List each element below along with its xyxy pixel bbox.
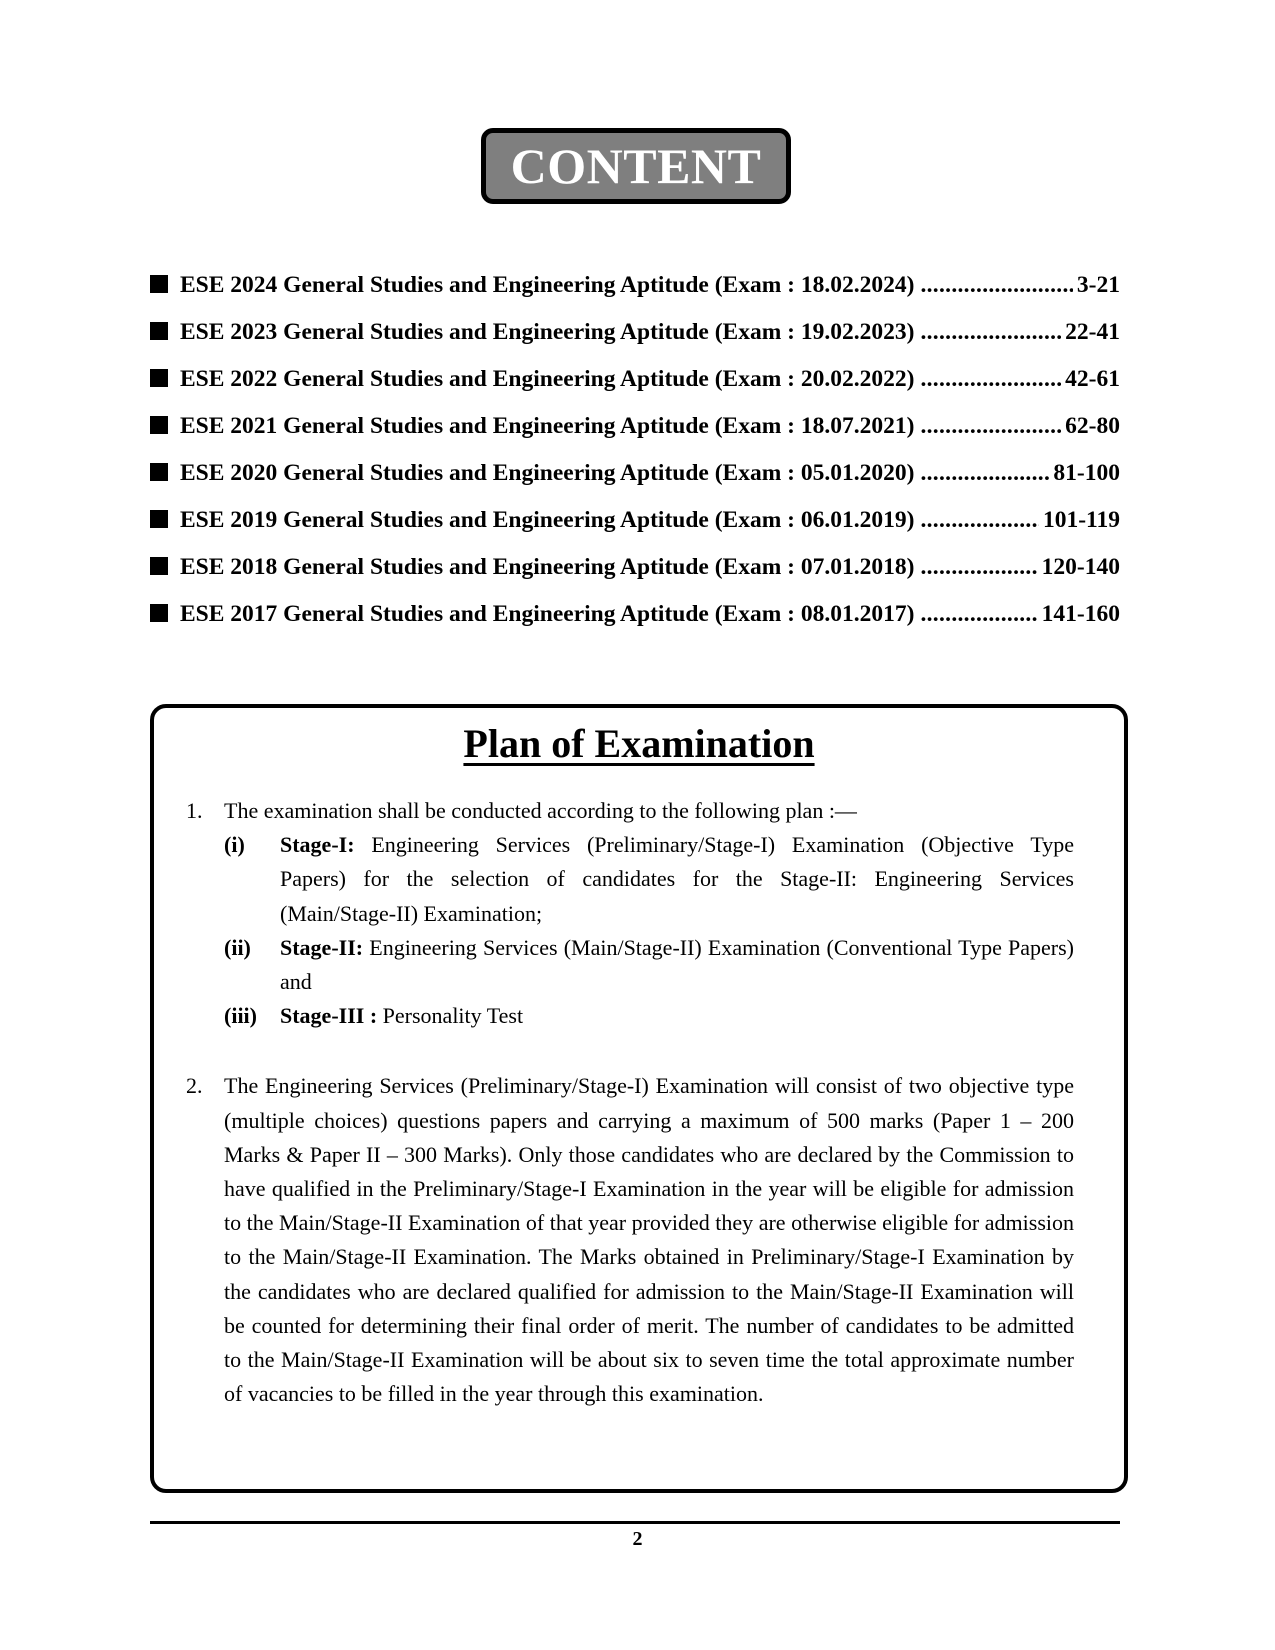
- black-square-icon: [150, 275, 168, 293]
- black-square-icon: [150, 322, 168, 340]
- content-heading: CONTENT: [510, 138, 762, 194]
- toc-entry[interactable]: [150, 507, 1120, 554]
- black-square-icon: [150, 510, 168, 528]
- plan-item: [186, 1069, 1074, 1411]
- black-square-icon: [150, 557, 168, 575]
- dot-leader: [920, 507, 1039, 534]
- toc-entry-pages: 3-21: [1076, 272, 1120, 298]
- toc-entry-pages: 120-140: [1041, 554, 1120, 580]
- toc-entry[interactable]: [150, 413, 1120, 460]
- stage-description: Personality Test: [377, 1003, 524, 1029]
- toc-entry-title: ESE 2018 General Studies and Engineering Aptitude (Exam : 07.01.2018): [180, 554, 915, 580]
- dot-leader: [920, 413, 1061, 440]
- toc-entry-title: ESE 2017 General Studies and Engineering Aptitude (Exam : 08.01.2017): [180, 601, 915, 627]
- toc-entry[interactable]: [150, 272, 1120, 319]
- toc-entry[interactable]: [150, 366, 1120, 413]
- toc-entry-pages: 62-80: [1065, 413, 1120, 439]
- plan-subitem-text: [280, 999, 1074, 1033]
- plan-title-wrap: [154, 720, 1124, 767]
- toc-entry-pages: 22-41: [1065, 319, 1120, 345]
- plan-subitem-text: [280, 828, 1074, 931]
- stage-label: Stage-III :: [280, 1003, 378, 1029]
- toc-entry-pages: 101-119: [1042, 507, 1120, 533]
- plan-subitem-number: (ii): [224, 934, 251, 960]
- plan-item-text: The Engineering Services (Preliminary/Stage-I) Examination will consist of two objective type (multiple choices) questions papers and carrying a maximum of 500 marks (Paper 1 – 200 Marks & Paper II – 300 Marks). Only those candidates who are declared by the Commission to have qualified in the Preliminary/Stage-I Examination in the year will be eligible for admission to the Main/Stage-II Examination of that year provided they are otherwise eligible for admission to the Main/Stage-II Examination. The Marks obtained in Preliminary/Stage-I Examination by the candidates who are declared qualified for admission to the Main/Stage-II Examination will be counted for determining their final order of merit. The number of candidates to be admitted to the Main/Stage-II Examination will be about six to seven time the total approximate number of vacancies to be filled in the year through this examination.: [224, 1073, 1074, 1407]
- toc-entry[interactable]: [150, 319, 1120, 366]
- toc-entry[interactable]: [150, 554, 1120, 601]
- table-of-contents: [150, 272, 1120, 648]
- plan-subitem-number: (i): [224, 832, 245, 858]
- content-heading-badge: [481, 128, 791, 204]
- plan-subitem: [224, 931, 1074, 999]
- plan-subitem-number: (iii): [224, 1003, 257, 1029]
- plan-item-text: The examination shall be conducted according to the following plan :—: [224, 798, 857, 823]
- stage-label: Stage-I:: [280, 832, 355, 858]
- toc-entry-title: ESE 2020 General Studies and Engineering Aptitude (Exam : 05.01.2020): [180, 460, 915, 486]
- footer-rule: [150, 1521, 1120, 1524]
- plan-item: [186, 794, 1074, 828]
- plan-of-examination-box: [150, 704, 1128, 1493]
- toc-entry-title: ESE 2019 General Studies and Engineering Aptitude (Exam : 06.01.2019): [180, 507, 915, 533]
- plan-item-number: 2.: [186, 1073, 203, 1099]
- stage-label: Stage-II:: [280, 934, 364, 960]
- dot-leader: [920, 460, 1049, 487]
- dot-leader: [920, 554, 1037, 581]
- black-square-icon: [150, 463, 168, 481]
- plan-subitem: [224, 828, 1074, 931]
- plan-body: [186, 794, 1074, 1411]
- dot-leader: [920, 601, 1037, 628]
- black-square-icon: [150, 604, 168, 622]
- page-number: 2: [632, 1528, 643, 1550]
- toc-entry-title: ESE 2023 General Studies and Engineering Aptitude (Exam : 19.02.2023): [180, 319, 915, 345]
- toc-entry-pages: 141-160: [1041, 601, 1120, 627]
- toc-entry-title: ESE 2022 General Studies and Engineering Aptitude (Exam : 20.02.2022): [180, 366, 915, 392]
- black-square-icon: [150, 416, 168, 434]
- stage-description: Engineering Services (Main/Stage-II) Examination (Conventional Type Papers) and: [280, 934, 1074, 995]
- toc-entry-pages: 42-61: [1065, 366, 1120, 392]
- plan-title: Plan of Examination: [463, 721, 815, 766]
- dot-leader: [920, 366, 1061, 393]
- black-square-icon: [150, 369, 168, 387]
- toc-entry-title: ESE 2024 General Studies and Engineering Aptitude (Exam : 18.02.2024): [180, 272, 915, 298]
- dot-leader: [920, 319, 1061, 346]
- toc-entry[interactable]: [150, 460, 1120, 507]
- toc-entry-title: ESE 2021 General Studies and Engineering Aptitude (Exam : 18.07.2021): [180, 413, 915, 439]
- dot-leader: [920, 272, 1072, 299]
- spacer: [186, 1033, 1074, 1069]
- toc-entry[interactable]: [150, 601, 1120, 648]
- plan-subitem-text: [280, 931, 1074, 999]
- plan-item-number: 1.: [186, 798, 203, 823]
- toc-entry-pages: 81-100: [1053, 460, 1120, 486]
- plan-subitem: [224, 999, 1074, 1033]
- stage-description: Engineering Services (Preliminary/Stage-I) Examination (Objective Type Papers) for the selection of candidates for the Stage-II: Engineering Services (Main/Stage-II) Examination;: [280, 832, 1074, 926]
